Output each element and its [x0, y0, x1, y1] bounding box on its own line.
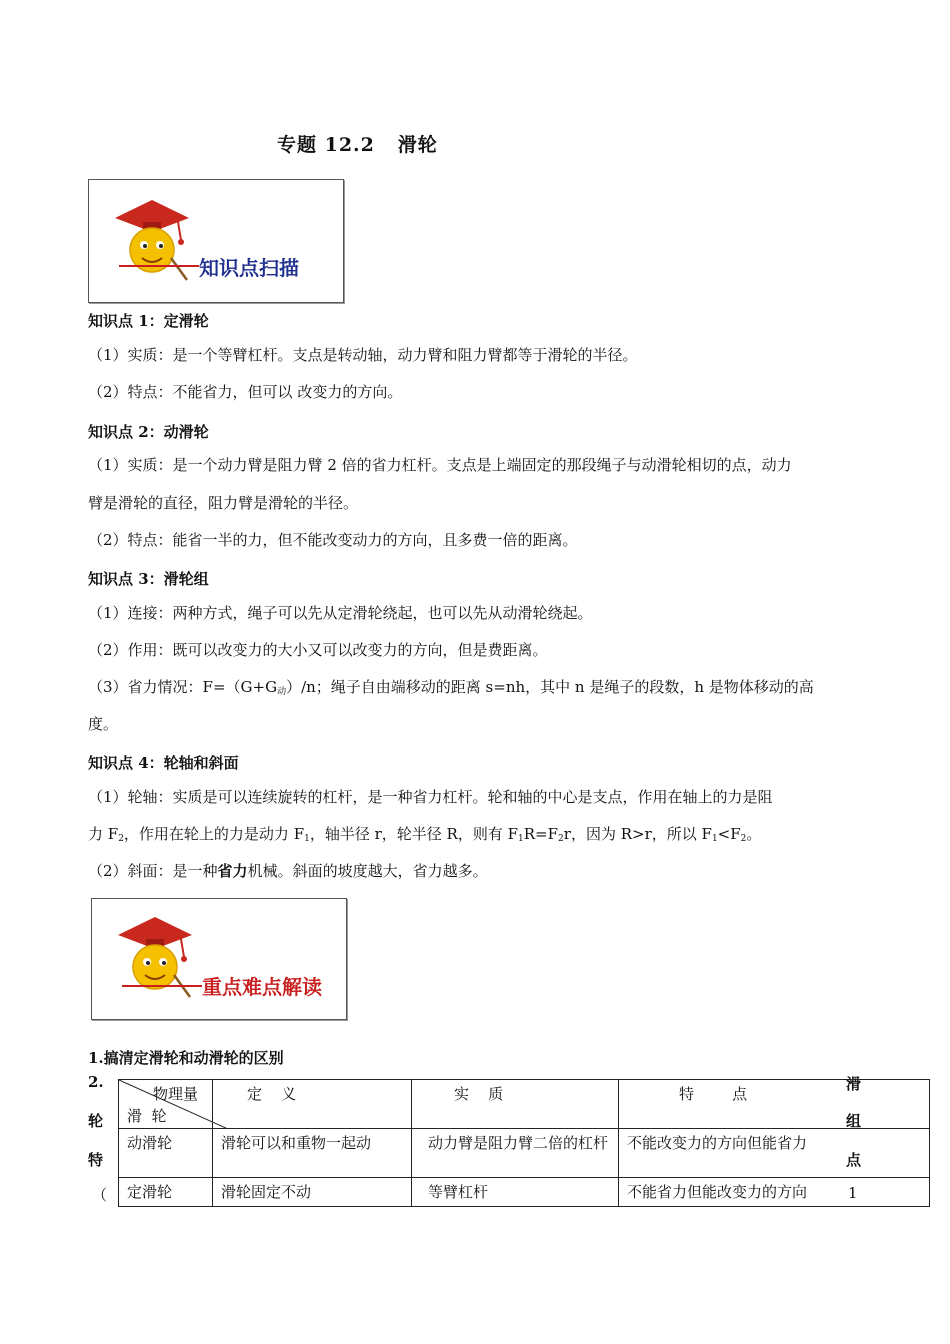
k3-p1: （1）连接：两种方式，绳子可以先从定滑轮绕起，也可以先从动滑轮绕起。 [88, 604, 593, 622]
right-fragment-3: 点 [846, 1151, 862, 1169]
section-2-fragment: 2. [88, 1073, 104, 1091]
left-fragment-3: （ [92, 1186, 108, 1204]
table-header-cell: 特 点 [619, 1080, 930, 1129]
k1-p2: （2）特点：不能省力，但可以 改变力的方向。 [88, 383, 403, 401]
k3-p3: （3）省力情况：$F=(G+G_动)/n$；绳子自由端移动的距离 s=nh，其中 n 是绳子的段数，h 是物体移动的高 [88, 678, 814, 697]
table-header-cell: 定 义 [213, 1080, 412, 1129]
table-cell: 动力臂是阻力臂二倍的杠杆 [412, 1129, 619, 1178]
table-cell: 滑轮固定不动 [213, 1178, 412, 1207]
table-header-row [119, 1080, 930, 1129]
corner-bottom-label: 滑 轮 [127, 1107, 167, 1125]
left-fragment-1: 轮 [88, 1112, 104, 1130]
table-row [119, 1178, 930, 1207]
left-fragment-2: 特 [88, 1151, 104, 1169]
k2-p1a: （1）实质：是一个动力臂是阻力臂 2 倍的省力杠杆。支点是上端固定的那段绳子与动滑轮相切的点，动力 [88, 456, 792, 474]
table-cell: 不能改变力的方向但能省力 [619, 1129, 930, 1178]
right-fragment-4: 1 [848, 1184, 858, 1202]
k2-p2: （2）特点：能省一半的力，但不能改变动力的方向，且多费一倍的距离。 [88, 531, 578, 549]
k2-heading: 知识点 2：动滑轮 [88, 423, 209, 441]
table-cell: 动滑轮 [119, 1129, 213, 1178]
banner-underline [122, 985, 202, 987]
pulley-comparison-table [118, 1079, 930, 1207]
banner-title: 知识点扫描 [199, 256, 299, 280]
page-title: 专题 12.2 滑轮 [277, 134, 438, 156]
k4-heading: 知识点 4：轮轴和斜面 [88, 754, 239, 772]
key-points-banner [91, 898, 347, 1020]
k4-p2: （2）斜面：是一种省力机械。斜面的坡度越大，省力越多。 [88, 862, 488, 880]
k2-p1b: 臂是滑轮的直径，阻力臂是滑轮的半径。 [88, 494, 359, 512]
table-cell: 等臂杠杆 [412, 1178, 619, 1207]
banner-underline [119, 265, 199, 267]
k4-p1a: （1）轮轴：实质是可以连续旋转的杠杆，是一种省力杠杆。轮和轴的中心是支点，作用在轴上的力是阻 [88, 788, 773, 806]
table-header-cell: 实 质 [412, 1080, 619, 1129]
right-fragment-2: 组 [846, 1112, 862, 1130]
table-cell: 定滑轮 [119, 1178, 213, 1207]
k3-heading: 知识点 3：滑轮组 [88, 570, 209, 588]
corner-top-label: 物理量 [153, 1085, 199, 1103]
k3-p2: （2）作用：既可以改变力的大小又可以改变力的方向，但是费距离。 [88, 641, 548, 659]
k1-heading: 知识点 1：定滑轮 [88, 312, 209, 330]
knowledge-scan-banner [88, 179, 344, 303]
graduate-mascot-icon [107, 188, 197, 298]
table-corner-cell [119, 1080, 213, 1129]
table-cell: 滑轮可以和重物一起动 [213, 1129, 412, 1178]
k4-p1b: 力 $F_2$，作用在轮上的力是动力 $F_1$，轴半径 r，轮半径 R，则有 $F_1R=F_2r$，因为 R>r，所以 $F_1<F_2$。 [88, 825, 762, 844]
banner-title: 重点难点解读 [202, 975, 322, 999]
table-cell: 不能省力但能改变力的方向 [619, 1178, 930, 1207]
k3-p3b: 度。 [88, 715, 119, 733]
graduate-mascot-icon [110, 905, 200, 1015]
table-row [119, 1129, 930, 1178]
k1-p1: （1）实质：是一个等臂杠杆。支点是转动轴，动力臂和阻力臂都等于滑轮的半径。 [88, 346, 638, 364]
section-1-heading: 1.搞清定滑轮和动滑轮的区别 [88, 1049, 284, 1067]
right-fragment-1: 滑 [846, 1075, 862, 1093]
